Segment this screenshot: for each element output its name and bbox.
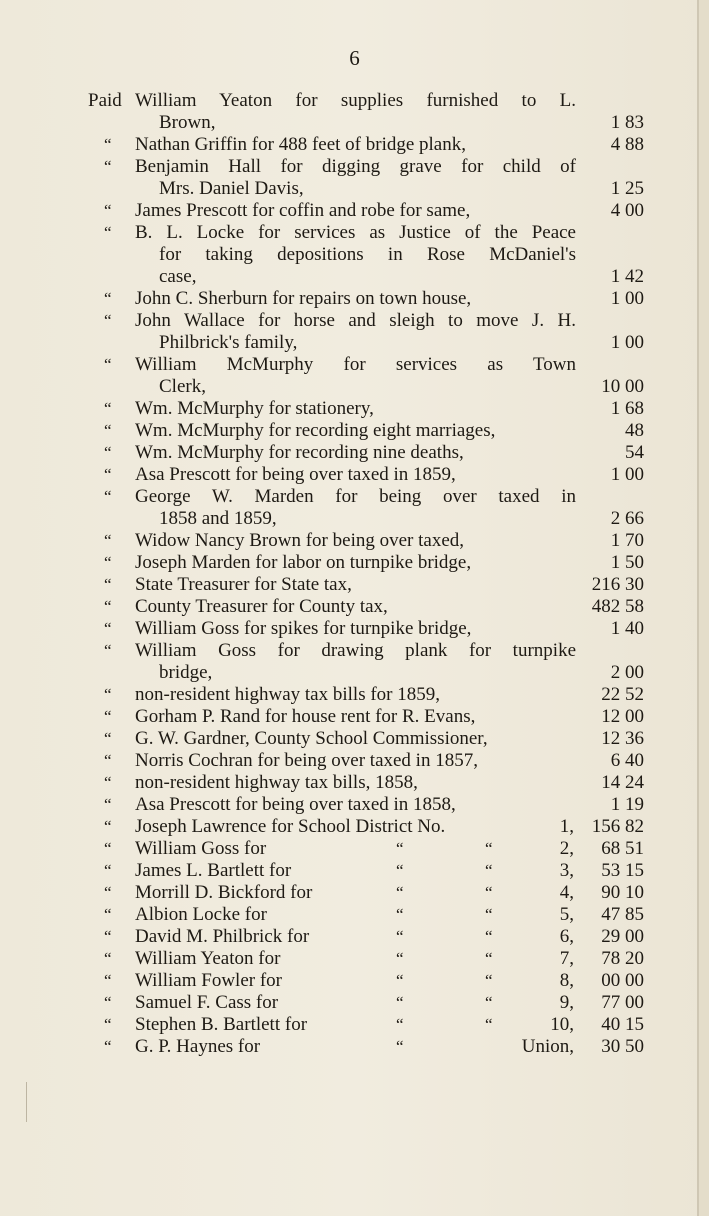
entry-amount: 68 51 <box>601 838 644 859</box>
ditto-mark: “ <box>396 839 404 858</box>
entry-amount: 1 19 <box>610 794 644 815</box>
school-district-entry <box>88 904 644 926</box>
entry-description: George W. Marden for being over taxed in <box>135 486 576 507</box>
entry-line <box>88 464 644 486</box>
ledger-entry <box>88 200 644 222</box>
district-payee: William Yeaton for <box>135 948 281 969</box>
payment-ledger <box>88 90 644 1058</box>
entry-description: Philbrick's family, <box>159 332 298 353</box>
entry-line <box>88 508 644 530</box>
entry-amount: 1 40 <box>610 618 644 639</box>
entry-amount: 2 66 <box>610 508 644 529</box>
school-district-entry <box>88 926 644 948</box>
ledger-entry <box>88 750 644 772</box>
district-number: 2, <box>559 838 574 859</box>
ledger-entry <box>88 530 644 552</box>
entry-amount: 90 10 <box>601 882 644 903</box>
district-number: 5, <box>559 904 574 925</box>
entry-line <box>88 530 644 552</box>
district-number: 7, <box>559 948 574 969</box>
entry-description: William Goss for spikes for turnpike bridge, <box>135 618 472 639</box>
entry-line <box>88 794 644 816</box>
entry-amount: 12 36 <box>601 728 644 749</box>
entry-line <box>88 860 644 882</box>
entry-line <box>88 904 644 926</box>
ditto-mark: “ <box>104 795 112 814</box>
ledger-entry <box>88 398 644 420</box>
ditto-mark: “ <box>104 817 112 836</box>
entry-description: bridge, <box>159 662 213 683</box>
entry-amount: 40 15 <box>601 1014 644 1035</box>
ditto-mark: “ <box>104 971 112 990</box>
ledger-entry <box>88 794 644 816</box>
entry-amount: 1 00 <box>610 464 644 485</box>
entry-description: State Treasurer for State tax, <box>135 574 352 595</box>
entry-line <box>88 750 644 772</box>
entry-description: James Prescott for coffin and robe for same, <box>135 200 471 221</box>
paid-label: Paid <box>88 90 122 111</box>
entry-description: Gorham P. Rand for house rent for R. Evans, <box>135 706 476 727</box>
ledger-entry <box>88 156 644 200</box>
entry-line <box>88 772 644 794</box>
entry-line <box>88 200 644 222</box>
entry-description: Wm. McMurphy for recording eight marriages, <box>135 420 496 441</box>
ditto-mark: “ <box>104 993 112 1012</box>
ditto-mark: “ <box>485 861 493 880</box>
ditto-mark: “ <box>104 531 112 550</box>
ditto-mark: “ <box>396 861 404 880</box>
district-payee: G. P. Haynes for <box>135 1036 261 1057</box>
district-payee: Morrill D. Bickford for <box>135 882 313 903</box>
entry-amount: 30 50 <box>601 1036 644 1057</box>
ditto-mark: “ <box>104 135 112 154</box>
entry-description: John Wallace for horse and sleigh to move J. H. <box>135 310 576 331</box>
school-district-entry <box>88 948 644 970</box>
ditto-mark: “ <box>104 575 112 594</box>
district-number: 9, <box>559 992 574 1013</box>
entry-line <box>88 420 644 442</box>
entry-amount: 482 58 <box>591 596 644 617</box>
district-number: 1, <box>559 816 574 837</box>
entry-amount: 4 88 <box>610 134 644 155</box>
ditto-mark: “ <box>104 927 112 946</box>
district-payee: Stephen B. Bartlett for <box>135 1014 308 1035</box>
ditto-mark: “ <box>104 157 112 176</box>
entry-line <box>88 442 644 464</box>
ditto-mark: “ <box>396 971 404 990</box>
page-number: 6 <box>349 46 360 70</box>
entry-line <box>88 178 644 200</box>
ditto-mark: “ <box>104 355 112 374</box>
entry-line <box>88 398 644 420</box>
entry-description: Wm. McMurphy for recording nine deaths, <box>135 442 464 463</box>
ledger-entry <box>88 728 644 750</box>
entry-line <box>88 640 644 662</box>
entry-line <box>88 926 644 948</box>
entry-amount: 22 52 <box>601 684 644 705</box>
ditto-mark: “ <box>485 883 493 902</box>
ditto-mark: “ <box>104 905 112 924</box>
district-payee: David M. Philbrick for <box>135 926 310 947</box>
ditto-mark: “ <box>485 905 493 924</box>
entry-line <box>88 838 644 860</box>
entry-line <box>88 288 644 310</box>
ditto-mark: “ <box>104 1015 112 1034</box>
entry-amount: 10 00 <box>601 376 644 397</box>
ditto-mark: “ <box>104 707 112 726</box>
entry-description: G. W. Gardner, County School Commissioner, <box>135 728 488 749</box>
ditto-mark: “ <box>485 927 493 946</box>
ditto-mark: “ <box>104 223 112 242</box>
ditto-mark: “ <box>104 597 112 616</box>
entry-line <box>88 728 644 750</box>
entry-line <box>88 618 644 640</box>
entry-description: Asa Prescott for being over taxed in 1859, <box>135 464 456 485</box>
ditto-mark: “ <box>104 487 112 506</box>
ledger-entry <box>88 574 644 596</box>
entry-description: non-resident highway tax bills, 1858, <box>135 772 418 793</box>
entry-description: Joseph Marden for labor on turnpike bridge, <box>135 552 472 573</box>
entry-amount: 4 00 <box>610 200 644 221</box>
entry-description: Clerk, <box>159 376 206 397</box>
entry-line <box>88 354 644 376</box>
entry-amount: 216 30 <box>591 574 644 595</box>
ditto-mark: “ <box>104 289 112 308</box>
school-district-entry <box>88 882 644 904</box>
page-edge <box>699 0 709 1216</box>
school-district-entry <box>88 992 644 1014</box>
ledger-entry <box>88 618 644 640</box>
entry-amount: 12 00 <box>601 706 644 727</box>
entry-line <box>88 684 644 706</box>
entry-description: Nathan Griffin for 488 feet of bridge plank, <box>135 134 466 155</box>
district-number: 6, <box>559 926 574 947</box>
ditto-mark: “ <box>104 773 112 792</box>
ditto-mark: “ <box>104 201 112 220</box>
ditto-mark: “ <box>485 839 493 858</box>
entry-line <box>88 90 644 112</box>
entry-line <box>88 596 644 618</box>
entry-line <box>88 376 644 398</box>
entry-amount: 1 83 <box>610 112 644 133</box>
ditto-mark: “ <box>396 883 404 902</box>
entry-description: Benjamin Hall for digging grave for child of <box>135 156 576 177</box>
ditto-mark: “ <box>104 751 112 770</box>
ledger-entry <box>88 464 644 486</box>
ditto-mark: “ <box>104 399 112 418</box>
entry-description: Asa Prescott for being over taxed in 1858, <box>135 794 456 815</box>
entry-amount: 77 00 <box>601 992 644 1013</box>
entry-amount: 00 00 <box>601 970 644 991</box>
ditto-mark: “ <box>104 685 112 704</box>
district-payee: William Goss for <box>135 838 267 859</box>
ledger-entry <box>88 354 644 398</box>
entry-line <box>88 1014 644 1036</box>
school-district-entry <box>88 816 644 838</box>
ditto-mark: “ <box>396 927 404 946</box>
district-number: 8, <box>559 970 574 991</box>
district-number: Union, <box>521 1036 574 1057</box>
entry-amount: 1 70 <box>610 530 644 551</box>
ledger-entry <box>88 706 644 728</box>
entry-line <box>88 552 644 574</box>
entry-amount: 156 82 <box>591 816 644 837</box>
ledger-entry <box>88 442 644 464</box>
ditto-mark: “ <box>396 993 404 1012</box>
entry-description: 1858 and 1859, <box>159 508 277 529</box>
entry-amount: 14 24 <box>601 772 644 793</box>
ditto-mark: “ <box>104 619 112 638</box>
entry-description: B. L. Locke for services as Justice of the Peace <box>135 222 576 243</box>
district-number: 10, <box>550 1014 574 1035</box>
ledger-entry <box>88 222 644 288</box>
ditto-mark: “ <box>104 443 112 462</box>
entry-amount: 1 42 <box>610 266 644 287</box>
district-payee: Joseph Lawrence for School District No. <box>135 816 446 837</box>
school-district-entry <box>88 838 644 860</box>
ditto-mark: “ <box>396 1037 404 1056</box>
entry-amount: 29 00 <box>601 926 644 947</box>
ledger-entry <box>88 772 644 794</box>
entry-line <box>88 662 644 684</box>
ditto-mark: “ <box>396 949 404 968</box>
entry-description: John C. Sherburn for repairs on town house, <box>135 288 472 309</box>
district-payee: James L. Bartlett for <box>135 860 292 881</box>
entry-line <box>88 134 644 156</box>
ditto-mark: “ <box>104 883 112 902</box>
district-number: 4, <box>559 882 574 903</box>
ditto-mark: “ <box>104 311 112 330</box>
ditto-mark: “ <box>485 949 493 968</box>
entry-amount: 1 50 <box>610 552 644 573</box>
entry-description: William McMurphy for services as Town <box>135 354 576 375</box>
entry-line <box>88 1036 644 1058</box>
entry-line <box>88 112 644 134</box>
entry-amount: 47 85 <box>601 904 644 925</box>
district-payee: William Fowler for <box>135 970 282 991</box>
entry-line <box>88 816 644 838</box>
entry-amount: 1 00 <box>610 332 644 353</box>
entry-line <box>88 156 644 178</box>
ledger-entry <box>88 640 644 684</box>
entry-line <box>88 310 644 332</box>
entry-amount: 1 25 <box>610 178 644 199</box>
ledger-entry <box>88 288 644 310</box>
ditto-mark: “ <box>485 971 493 990</box>
entry-line <box>88 222 644 244</box>
school-district-entry <box>88 1014 644 1036</box>
district-payee: Albion Locke for <box>135 904 267 925</box>
entry-description: William Yeaton for supplies furnished to L. <box>135 90 576 111</box>
entry-amount: 78 20 <box>601 948 644 969</box>
school-district-entry <box>88 860 644 882</box>
entry-line <box>88 706 644 728</box>
page-edge-line <box>697 0 699 1216</box>
ditto-mark: “ <box>396 905 404 924</box>
entry-line <box>88 332 644 354</box>
entry-line <box>88 266 644 288</box>
entry-description: Widow Nancy Brown for being over taxed, <box>135 530 465 551</box>
ditto-mark: “ <box>396 1015 404 1034</box>
ditto-mark: “ <box>104 421 112 440</box>
ditto-mark: “ <box>104 553 112 572</box>
ditto-mark: “ <box>104 641 112 660</box>
entry-line <box>88 244 644 266</box>
entry-description: Norris Cochran for being over taxed in 1857, <box>135 750 478 771</box>
district-number: 3, <box>559 860 574 881</box>
ledger-entry <box>88 552 644 574</box>
entry-description: case, <box>159 266 197 287</box>
entry-description: Brown, <box>159 112 216 133</box>
district-payee: Samuel F. Cass for <box>135 992 279 1013</box>
ditto-mark: “ <box>104 949 112 968</box>
entry-line <box>88 882 644 904</box>
entry-line <box>88 948 644 970</box>
entry-line <box>88 574 644 596</box>
ditto-mark: “ <box>104 729 112 748</box>
ledger-entry <box>88 596 644 618</box>
margin-mark <box>26 1082 27 1122</box>
entry-description: non-resident highway tax bills for 1859, <box>135 684 441 705</box>
ditto-mark: “ <box>104 465 112 484</box>
entry-line <box>88 970 644 992</box>
entry-amount: 53 15 <box>601 860 644 881</box>
ditto-mark: “ <box>485 993 493 1012</box>
school-district-entry <box>88 1036 644 1058</box>
entry-amount: 6 40 <box>610 750 644 771</box>
ditto-mark: “ <box>104 861 112 880</box>
entry-amount: 1 00 <box>610 288 644 309</box>
entry-line <box>88 486 644 508</box>
entry-description: for taking depositions in Rose McDaniel's <box>159 244 576 265</box>
entry-description: Wm. McMurphy for stationery, <box>135 398 374 419</box>
entry-amount: 1 68 <box>610 398 644 419</box>
ledger-entry <box>88 420 644 442</box>
entry-amount: 48 <box>625 420 644 441</box>
ledger-entry <box>88 486 644 530</box>
entry-amount: 2 00 <box>610 662 644 683</box>
ledger-entry <box>88 310 644 354</box>
ditto-mark: “ <box>104 1037 112 1056</box>
ditto-mark: “ <box>485 1015 493 1034</box>
entry-line <box>88 992 644 1014</box>
entry-description: County Treasurer for County tax, <box>135 596 388 617</box>
ledger-entry <box>88 90 644 134</box>
ledger-entry <box>88 684 644 706</box>
school-district-entry <box>88 970 644 992</box>
entry-description: Mrs. Daniel Davis, <box>159 178 304 199</box>
ditto-mark: “ <box>104 839 112 858</box>
ledger-entry <box>88 134 644 156</box>
entry-description: William Goss for drawing plank for turnpike <box>135 640 576 661</box>
entry-amount: 54 <box>625 442 644 463</box>
